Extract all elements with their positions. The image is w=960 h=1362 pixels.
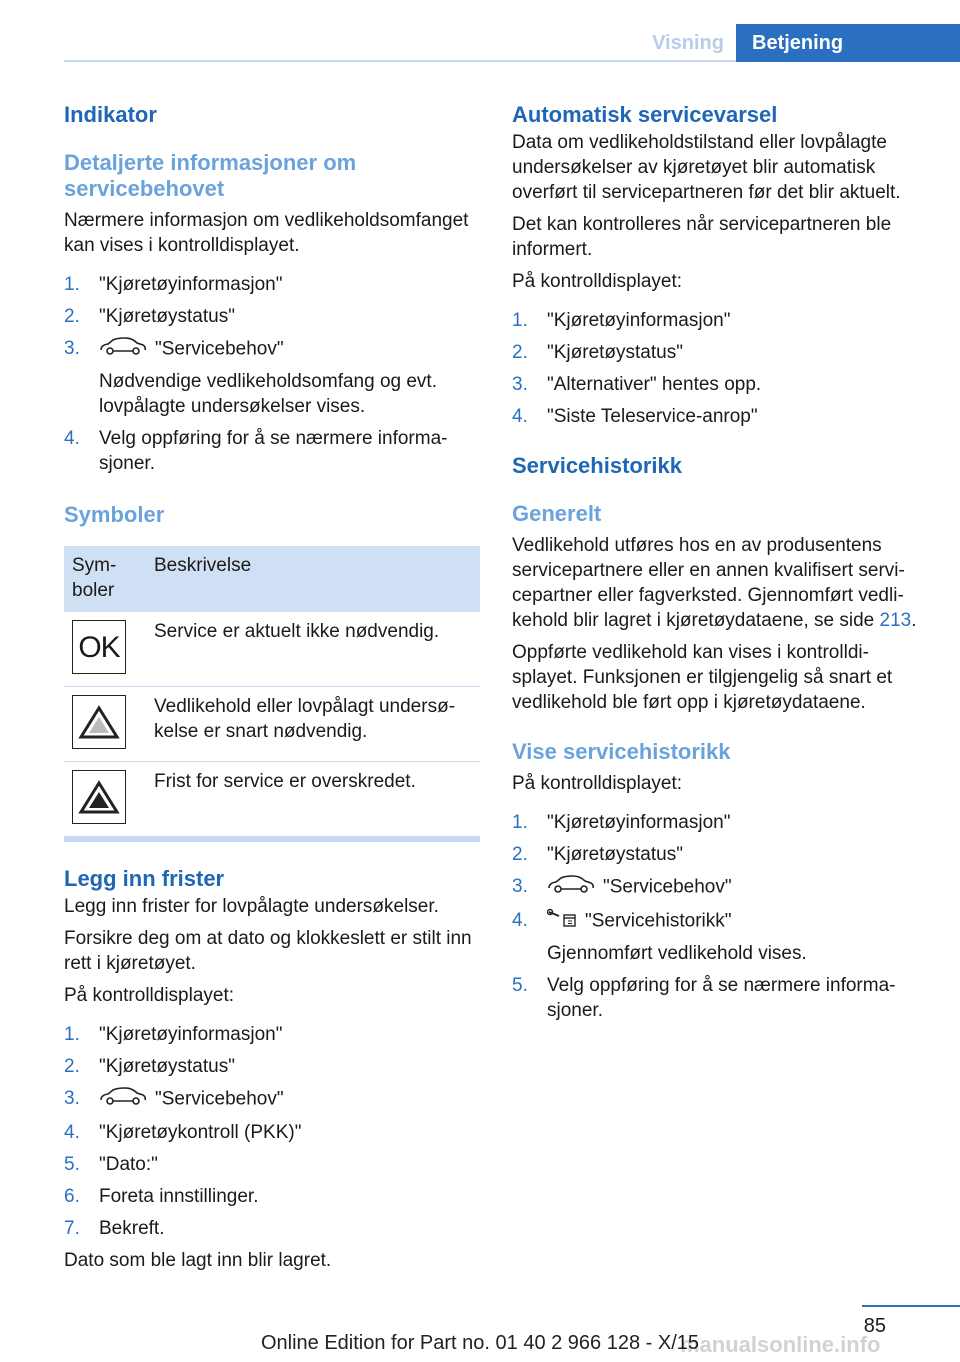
auto-text-3: På kontrolldisplayet:: [512, 271, 683, 292]
list-item: 4. Velg oppføring for å se nærmere informasjoner.: [64, 428, 448, 474]
car-icon: [99, 336, 147, 363]
details-text: Nærmere informasjon om vedlikeholdsomfanget kan vises i kontrolldisplayet.: [64, 210, 469, 256]
list-item: 7. Bekreft.: [64, 1218, 165, 1239]
show-history-text: På kontrolldisplayet:: [512, 773, 683, 794]
list-item: 3. "Servicebehov" Nødvendige vedlikeholdsomfang og evt. lovpålagte undersøkelser vises.: [64, 338, 437, 417]
symbols-table: [64, 546, 480, 837]
car-icon: [99, 1086, 147, 1113]
list-item: 3. "Servicebehov": [512, 874, 924, 901]
page-number: 85: [863, 1315, 886, 1337]
list-item: 1. "Kjøretøyinformasjon": [64, 1024, 283, 1045]
deadlines-end-text: Dato som ble lagt inn blir lagret.: [64, 1250, 332, 1271]
table-header-description: Beskrivelse: [146, 546, 480, 612]
list-item: 5. Velg oppføring for å se nærmere informasjoner.: [512, 975, 896, 1021]
list-item: 3. "Alternativer" hentes opp.: [512, 374, 762, 395]
table-row: OK Service er aktuelt ikke nødvendig.: [64, 612, 480, 687]
list-item: 2. "Kjøretøystatus": [64, 306, 235, 327]
list-item: 1. "Kjøretøyinformasjon": [64, 274, 283, 295]
page-number-rule: [862, 1305, 960, 1307]
page-link[interactable]: 213: [879, 610, 912, 631]
auto-text-1: Data om vedlikeholdstilstand eller lovpålagte undersøkelser av kjøretøyet blir automatisk overført til servicepartneren før det blir aktuelt.: [512, 132, 901, 203]
list-item: 4. "Siste Teleservice-anrop": [512, 406, 758, 427]
auto-service-heading: Automatisk servicevarsel: [512, 102, 778, 127]
auto-text-2: Det kan kontrolleres når servicepartneren ble informert.: [512, 214, 892, 260]
general-heading: Generelt: [512, 501, 602, 526]
warning-triangle-icon: [72, 695, 126, 749]
list-item: 1. "Kjøretøyinformasjon": [512, 812, 731, 833]
table-header-symbols: Symboler: [64, 546, 146, 612]
ok-icon: OK: [72, 620, 126, 674]
steps-list-deadlines: [64, 1022, 480, 1241]
list-item: 4. "Servicehistorikk" Gjennomført vedlikehold vises.: [512, 910, 807, 964]
general-text-2: Oppførte vedlikehold kan vises i kontrolldisplayet. Funksjonen er tilgjengelig så snart et vedlikehold ble ført opp i kjøretøydataene.: [512, 642, 893, 713]
steps-list-details: [64, 272, 480, 476]
list-item: 5. "Dato:": [64, 1154, 158, 1175]
deadlines-text-2: Forsikre deg om at dato og klokkeslett er stilt inn rett i kjøretøyet.: [64, 928, 472, 974]
general-text-1: Vedlikehold utføres hos en av produsentens servicepartnere eller en annen kvalifisert servicepartner eller fagverksted. Gjennomført vedlikehold blir lagret i kjøretøydataene, se side 213.: [512, 535, 917, 631]
show-history-heading: Vise servicehistorikk: [512, 739, 731, 764]
edition-footer: Online Edition for Part no. 01 40 2 966 128 - X/15: [260, 1332, 700, 1354]
list-item: 3. "Servicebehov": [64, 1086, 480, 1113]
warning-triangle-filled-icon: [72, 770, 126, 824]
list-item: 2. "Kjøretøystatus": [64, 1056, 235, 1077]
steps-list-auto: [512, 308, 924, 429]
watermark: manualsonline.info: [680, 1332, 881, 1357]
tab-betjening[interactable]: Betjening: [736, 24, 960, 62]
left-column: [64, 100, 480, 1273]
tab-visning[interactable]: Visning: [652, 32, 724, 54]
deadlines-text-1: Legg inn frister for lovpålagte undersøkelser.: [64, 896, 439, 917]
deadlines-heading: Legg inn frister: [64, 866, 225, 891]
symbols-heading: Symboler: [64, 502, 165, 527]
list-item: 1. "Kjøretøyinformasjon": [512, 310, 731, 331]
list-item: 2. "Kjøretøystatus": [512, 342, 683, 363]
right-column: [512, 100, 924, 1023]
wrench-calendar-icon: [547, 908, 577, 935]
history-heading: Servicehistorikk: [512, 453, 682, 478]
details-heading: Detaljerte informasjoner om servicebehovet: [64, 150, 357, 201]
indikator-heading: Indikator: [64, 102, 157, 127]
table-row: Frist for service er overskredet.: [64, 762, 480, 837]
car-icon: [547, 874, 595, 901]
table-bottom-rule: [64, 837, 480, 842]
list-item: 2. "Kjøretøystatus": [512, 844, 683, 865]
deadlines-text-3: På kontrolldisplayet:: [64, 985, 235, 1006]
list-item: 6. Foreta innstillinger.: [64, 1186, 259, 1207]
steps-list-history: [512, 810, 924, 1023]
table-row: Vedlikehold eller lovpålagt undersøkelse er snart nødvendig.: [64, 687, 480, 762]
list-item: 4. "Kjøretøykontroll (PKK)": [64, 1122, 302, 1143]
